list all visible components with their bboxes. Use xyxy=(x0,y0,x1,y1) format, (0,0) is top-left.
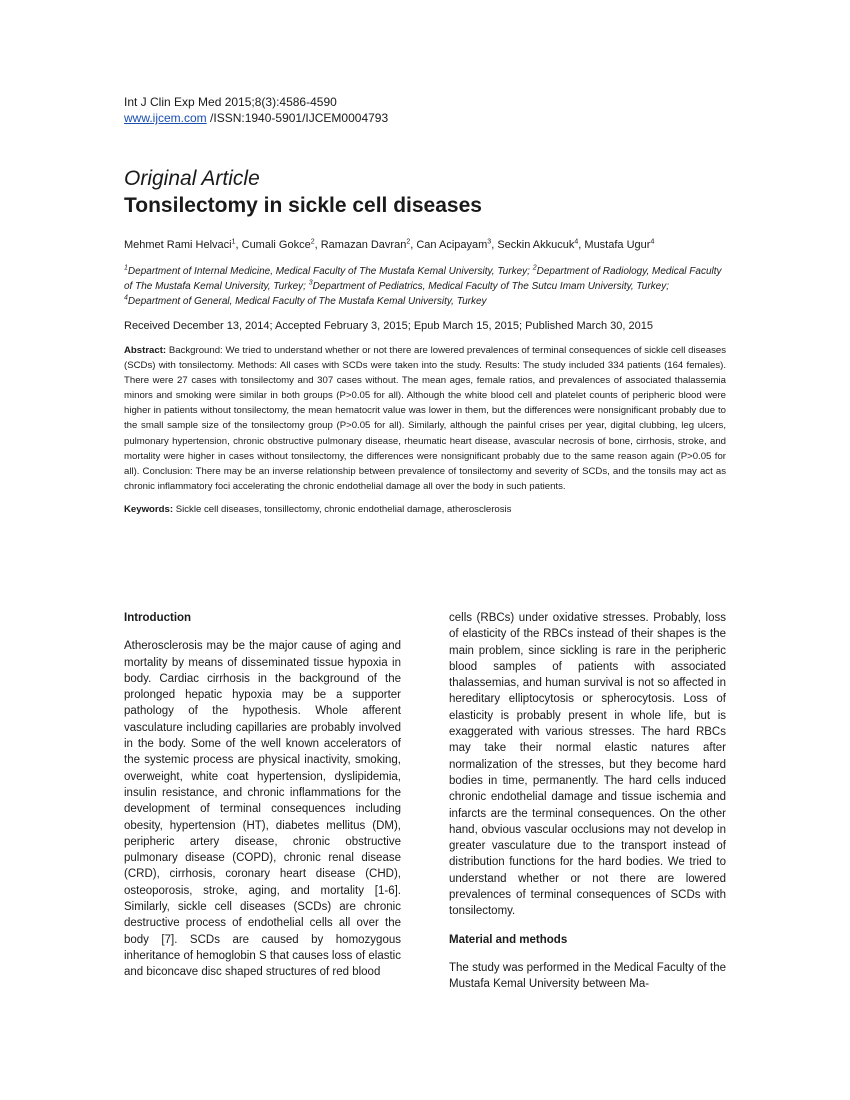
keywords-label: Keywords: xyxy=(124,503,174,515)
affiliation: Department of Pediatrics, Medical Faculty of The Sutcu Imam University, Turkey; xyxy=(312,281,670,292)
methods-heading: Material and methods xyxy=(449,933,568,946)
abstract-label: Abstract: xyxy=(124,345,167,356)
journal-header xyxy=(124,94,726,126)
right-column xyxy=(449,610,726,993)
journal-link[interactable]: www.ijcem.com xyxy=(124,111,207,125)
intro-paragraph: Atherosclerosis may be the major cause of aging and mortality by means of disseminated tissue hypoxia in body. Cardiac cirrhosis in the background of the prolonged hepatic hypoxia may be a supporter pathology of the hypothesis. Whole afferent vasculature including capillaries are probably involved in the body. Some of the well known accelerators of the systemic process are physical inactivity, smoking, overweight, white coat hypertension, dyslipidemia, insulin resistance, and chronic inflammations for the development of terminal consequences including obesity, hypertension (HT), diabetes mellitus (DM), peripheric artery disease, chronic obstructive pulmonary disease (COPD), chronic renal disease (CRD), cirrhosis, coronary heart disease (CHD), osteoporosis, stroke, aging, and mortality [1-6]. Similarly, sickle cell diseases (SCDs) are chronic destructive process of endothelial cells all over the body [7]. SCDs are caused by homozygous inheritance of hemoglobin S that causes loss of elastic and biconcave disc shaped structures of red blood xyxy=(124,640,401,979)
url-line xyxy=(124,110,726,126)
author: Mehmet Rami Helvaci$^1$, xyxy=(124,238,242,251)
page-front-matter xyxy=(124,94,726,517)
left-column xyxy=(124,610,401,993)
citation-line: Int J Clin Exp Med 2015;8(3):4586-4590 xyxy=(124,95,337,109)
issn-text: /ISSN:1940-5901/IJCEM0004793 xyxy=(206,111,389,125)
article-type: Original Article xyxy=(124,167,260,190)
author: Seckin Akkucuk$^4$, xyxy=(497,238,585,251)
affiliation: Department of General, Medical Faculty of The Mustafa Kemal University, Turkey xyxy=(127,296,487,307)
affiliation: Department of Internal Medicine, Medical Faculty of The Mustafa Kemal University, Turkey; xyxy=(127,266,533,277)
received-dates: Received December 13, 2014; Accepted February 3, 2015; Epub March 15, 2015; Published March 30, 2015 xyxy=(124,320,653,332)
abstract-text: Background: We tried to understand whether or not there are lowered prevalences of terminal consequences of sickle cell diseases (SCDs) with tonsilectomy. Methods: All cases with SCDs were taken into the study. Results: The study included 334 patients (164 females). There were 27 cases with tonsilectomy and 307 cases without. The mean ages, female ratios, and prevalences of associated thalassemia minors and smoking were similar in both groups (P>0.05 for all). Although the white blood cell and platelet counts of peripheric blood were higher in patients without tonsilectomy, the mean hematocrit value was lower in them, but the differences were nonsignificant probably due to the small sample size of the tonsilectomy group (P>0.05 for all). Similarly, although the painful crises per year, digital clubbing, leg ulcers, pulmonary hypertension, chronic obstructive pulmonary disease, rheumatic heart disease, avascular necrosis of bone, cirrhosis, stroke, and mortality were higher in cases without tonsilectomy, the differences were nonsignificant probably due to the same reason again (P>0.05 for all). Conclusion: There may be an inverse relationship between prevalence of tonsilectomy and severity of SCDs, and the tonsils may act as chronic inflammatory foci accelerating the chronic endothelial damage all over the body in such patients. xyxy=(124,345,726,492)
author-list xyxy=(124,238,726,253)
intro-paragraph-continued: cells (RBCs) under oxidative stresses. Probably, loss of elasticity of the RBCs instead of their shapes is the main problem, since sickling is rare in the peripheric blood samples of patients with associated thalassemias, and human survival is not so affected in hereditary elliptocytosis or spherocytosis. Loss of elasticity is probably present in whole life, but is exaggerated with various stresses. The hard RBCs may take their normal elastic natures after normalization of the stresses, but they become hard bodies in time, permanently. The hard cells induced chronic endothelial damage and tissue ischemia and infarcts are the terminal consequences. On the other hand, obvious vascular occlusions may not develop in greater vasculature due to the transport instead of distribution functions for the hard bodies. We tried to understand whether or not there are lowered prevalences of terminal consequences of SCDs with tonsilectomy. xyxy=(449,612,726,918)
intro-heading: Introduction xyxy=(124,612,192,624)
affiliations: $^1$Department of Internal Medicine, Medical Faculty of The Mustafa Kemal University, Turkey; $^2$Department of Radiology, Medical Faculty of The Mustafa Kemal University, Turkey; $^3$Department of Pediatrics, Medical Faculty of The Sutcu Imam University, Turkey; $^4$Department of General, Medical Faculty of The Mustafa Kemal University, Turkey xyxy=(124,264,722,307)
author: Mustafa Ugur$^4$ xyxy=(584,238,655,251)
author: Cumali Gokce$^2$, xyxy=(241,238,321,251)
author: Ramazan Davran$^2$, xyxy=(320,238,417,251)
article-title: Tonsilectomy in sickle cell diseases xyxy=(124,194,482,217)
abstract xyxy=(124,343,726,494)
author: Can Acipayam$^3$, xyxy=(416,238,498,251)
affiliation: Department of Radiology, Medical Faculty of The Mustafa Kemal University, Turkey; xyxy=(124,266,722,292)
body-columns xyxy=(124,610,726,993)
keywords-text: Sickle cell diseases, tonsillectomy, chronic endothelial damage, atherosclerosis xyxy=(173,503,512,515)
methods-paragraph: The study was performed in the Medical Faculty of the Mustafa Kemal University between Ma- xyxy=(449,961,726,991)
keywords xyxy=(124,502,726,517)
